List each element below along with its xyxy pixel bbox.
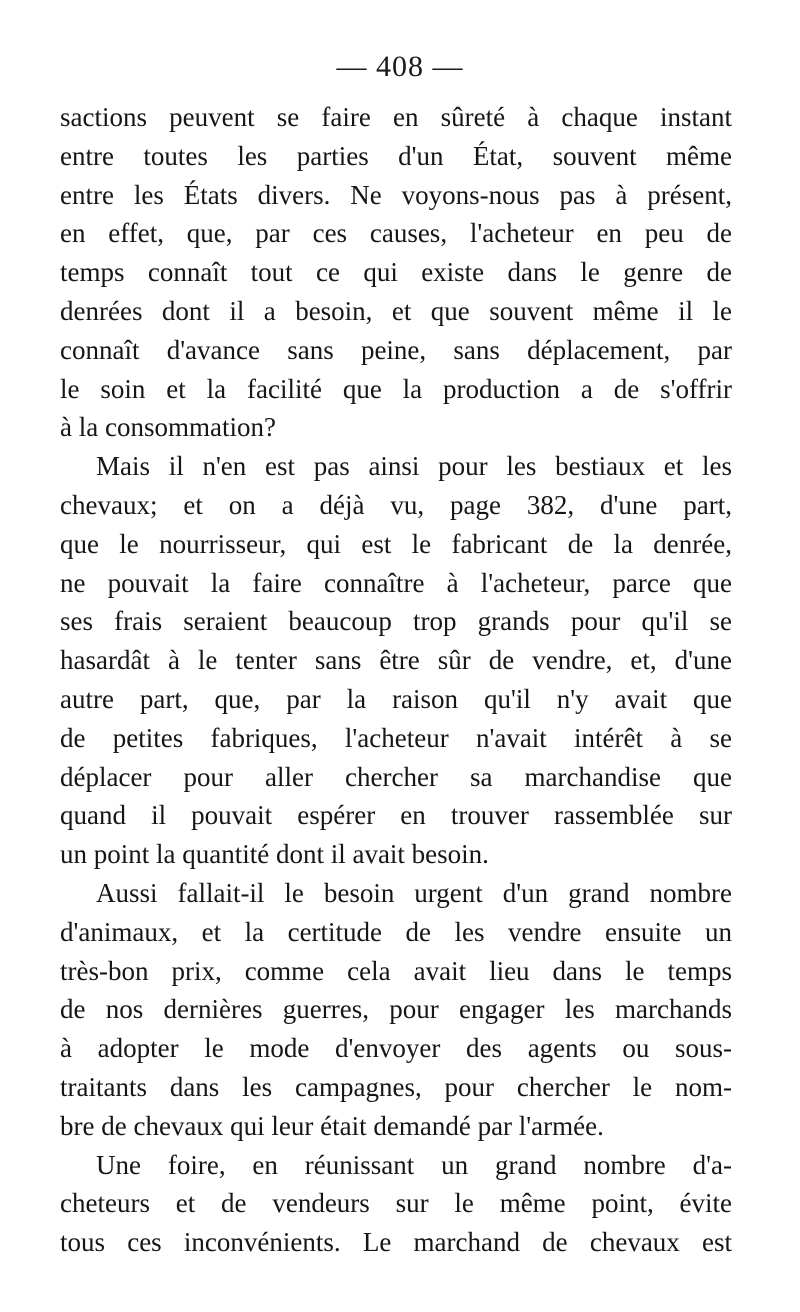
text-line: déplacer pour aller chercher sa marchandise que [60,761,732,792]
paragraph [60,874,732,1146]
paragraph [60,447,732,874]
text-line: en effet, que, par ces causes, l'acheteur en peu de [60,218,732,249]
text-line: chevaux; et on a déjà vu, page 382, d'une part, [60,489,732,520]
text-line: temps connaît tout ce qui existe dans le genre de [60,257,732,288]
text-line: d'animaux, et la certitude de les vendre ensuite un [60,916,732,947]
page-number: — 408 — [336,50,464,83]
text-line: cheteurs et de vendeurs sur le même point, évite [60,1188,732,1219]
text-line: un point la quantité dont il avait besoin. [60,839,489,870]
text-line: traitants dans les campagnes, pour chercher le nom- [60,1071,732,1102]
text-line: Aussi fallait-il le besoin urgent d'un grand nombre [96,877,732,908]
text-line: entre les États divers. Ne voyons-nous pas à présent, [60,179,732,210]
text-line: à la consommation? [60,412,276,443]
text-line: de nos dernières guerres, pour engager les marchands [60,994,732,1025]
text-line: quand il pouvait espérer en trouver rassemblée sur [60,800,732,831]
paragraph [60,98,732,447]
text-line: Mais il n'en est pas ainsi pour les bestiaux et les [96,451,732,482]
text-line: que le nourrisseur, qui est le fabricant de la denrée, [60,528,732,559]
text-line: autre part, que, par la raison qu'il n'y avait que [60,683,732,714]
text-line: le soin et la facilité que la production a de s'offrir [60,373,732,404]
paragraph [60,1146,732,1262]
text-line: ne pouvait la faire connaître à l'acheteur, parce que [60,567,732,598]
text-line: à adopter le mode d'envoyer des agents ou sous- [60,1033,732,1064]
body-text [60,98,732,1262]
text-line: tous ces inconvénients. Le marchand de chevaux est [60,1227,732,1258]
text-line: bre de chevaux qui leur était demandé par l'armée. [60,1110,604,1141]
text-line: entre toutes les parties d'un État, souvent même [60,140,732,171]
text-line: connaît d'avance sans peine, sans déplacement, par [60,334,732,365]
text-line: denrées dont il a besoin, et que souvent même il le [60,295,732,326]
text-line: ses frais seraient beaucoup trop grands pour qu'il se [60,606,732,637]
text-line: sactions peuvent se faire en sûreté à chaque instant [60,102,732,132]
text-line: hasardât à le tenter sans être sûr de vendre, et, d'une [60,645,732,676]
text-line: très-bon prix, comme cela avait lieu dans le temps [60,955,732,986]
text-line: Une foire, en réunissant un grand nombre d'a- [96,1149,732,1180]
text-line: de petites fabriques, l'acheteur n'avait intérêt à se [60,722,732,753]
